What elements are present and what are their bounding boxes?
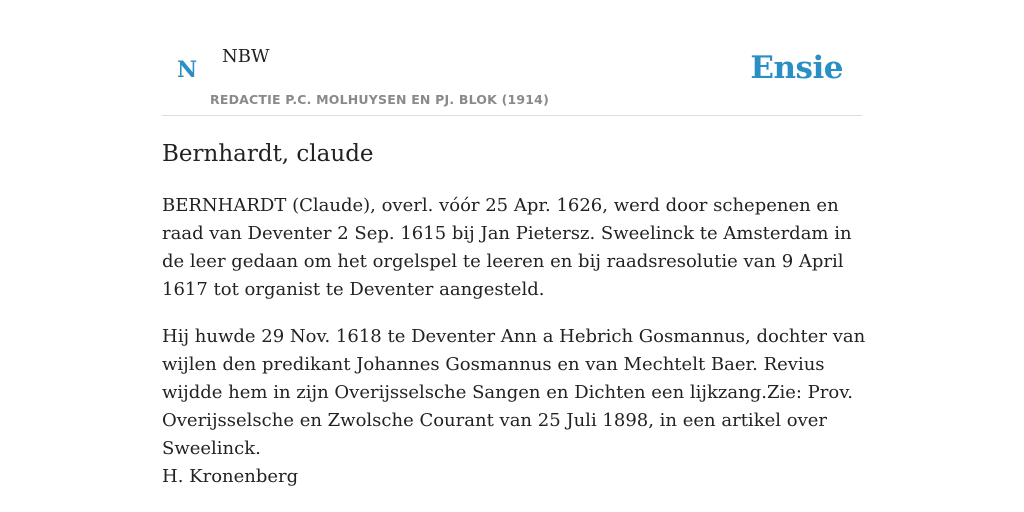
nbw-logo-letter[interactable]: N — [177, 57, 198, 83]
editors-credit: REDACTIE P.C. MOLHUYSEN EN PJ. BLOK (1914) — [210, 92, 549, 107]
article-paragraph-2: Hij huwde 29 Nov. 1618 te Deventer Ann a Hebrich Gosmannus, dochter van wijlen den predikant Johannes Gosmannus en van Mechtelt Baer. Revius wijdde hem in zijn Overijsselsche Sangen en Dichten een lijkzang.Zie: Prov. Overijsselsche en Zwolsche Courant van 25 Juli 1898, in een artikel over Sweelinck. — [162, 326, 866, 459]
page-header — [162, 40, 862, 116]
article-paragraph-1: BERNHARDT (Claude), overl. vóór 25 Apr. 1626, werd door schepenen en raad van Deventer 2 Sep. 1615 bij Jan Pietersz. Sweelinck te Amsterdam in de leer gedaan om het orgelspel te leeren en bij raadsresolutie van 9 April 1617 tot organist te Deventer aangesteld. — [162, 195, 852, 300]
ensie-logo[interactable]: Ensie — [750, 50, 843, 86]
article-title: Bernhardt, claude — [162, 141, 374, 167]
collection-name[interactable]: NBW — [222, 46, 270, 67]
article-author: H. Kronenberg — [162, 466, 299, 487]
